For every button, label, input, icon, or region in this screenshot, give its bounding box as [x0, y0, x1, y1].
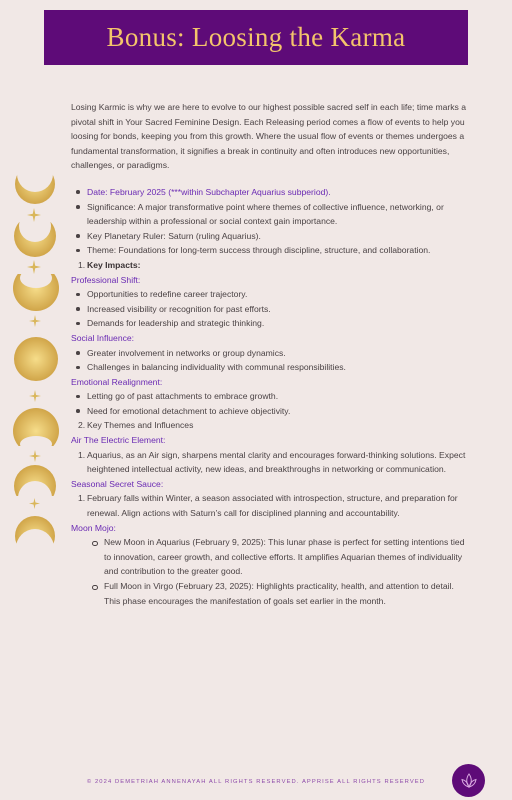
list-item: Need for emotional detachment to achieve objectivity.: [71, 404, 470, 419]
section-heading: Professional Shift:: [71, 274, 141, 285]
thin-crescent-moon-icon: [12, 514, 58, 544]
seasonal-text: February falls within Winter, a season associated with introspection, structure, and preparation for renewal. Align actions with Saturn’s call for disciplined planning and accountability.: [87, 493, 458, 519]
section-heading: Social Influence:: [71, 332, 135, 343]
key-themes-label: Key Themes and Influences: [87, 420, 194, 431]
moon-list: [71, 535, 470, 608]
list-item: Challenges in balancing individuality with communal responsibilities.: [71, 360, 470, 375]
full-moon-icon: [13, 336, 59, 382]
sparkle-icon: [27, 208, 41, 222]
item-number: 2.: [78, 420, 86, 431]
list-item: New Moon in Aquarius (February 9, 2025): This lunar phase is perfect for setting intentions tied to innovation, career growth, and collective efforts. It amplifies Aquarian themes of individuality and contribution to the greater good.: [71, 535, 470, 579]
crescent-moon-icon: [12, 464, 58, 496]
crescent-moon-icon: [12, 222, 58, 258]
section-heading: Moon Mojo:: [71, 522, 116, 533]
title-banner: [44, 10, 468, 65]
air-text: Aquarius, as an Air sign, sharpens mental clarity and encourages forward-thinking solutions. Expect heightened intellectual activity, new ideas, and breakthroughs in networking or communication.: [87, 449, 466, 475]
sparkle-icon: [29, 315, 41, 327]
section-heading: Emotional Realignment:: [71, 376, 163, 387]
waning-gibbous-moon-icon: [12, 408, 60, 446]
lotus-logo-icon: [452, 764, 485, 797]
key-impacts-label: Key Impacts:: [87, 259, 141, 270]
list-item: Full Moon in Virgo (February 23, 2025): Highlights practicality, health, and attention to detail. This phase encourages the manifestation of goals set earlier in the month.: [71, 579, 470, 608]
main-content: [71, 100, 470, 608]
list-item: Significance: A major transformative point where themes of collective influence, networking, or leadership within a professional or social context gain importance.: [71, 200, 470, 229]
gibbous-moon-icon: [12, 274, 60, 312]
numbered-item: [71, 258, 470, 273]
emotional-list: [71, 389, 470, 418]
list-item: Demands for leadership and strategic thinking.: [71, 316, 470, 331]
list-item: Increased visibility or recognition for past efforts.: [71, 302, 470, 317]
professional-list: [71, 287, 470, 331]
social-list: [71, 346, 470, 375]
sparkle-icon: [29, 390, 41, 402]
section-heading: Seasonal Secret Sauce:: [71, 478, 164, 489]
sparkle-icon: [27, 260, 41, 274]
page-title: Bonus: Loosing the Karma: [106, 22, 406, 52]
sparkle-icon: [29, 498, 40, 509]
copyright-footer: © 2024 DEMETRIAH ANNENAYAH ALL RIGHTS RESERVED. APPRISE ALL RIGHTS RESERVED: [86, 779, 426, 785]
list-item: Opportunities to redefine career trajectory.: [71, 287, 470, 302]
list-item: Letting go of past attachments to embrace growth.: [71, 389, 470, 404]
item-number: 1.: [78, 449, 86, 460]
item-number: 1.: [78, 493, 86, 504]
list-item: Theme: Foundations for long-term success through discipline, structure, and collaboration.: [71, 243, 470, 258]
sparkle-icon: [29, 450, 41, 462]
numbered-item: [71, 418, 470, 433]
section-heading: Air The Electric Element:: [71, 435, 166, 446]
summary-list: [71, 185, 470, 258]
list-item: Key Planetary Ruler: Saturn (ruling Aquarius).: [71, 229, 470, 244]
waning-crescent-moon-icon: [12, 172, 58, 206]
intro-paragraph: Losing Karmic is why we are here to evolve to our highest possible sacred self in each life; time marks a pivotal shift in Your Sacred Feminine Design. Each Releasing period comes a flow of events to help you loosing for bonds, keeping you from this growth. Where the usual flow of events or themes undergoes a fundamental transformation, it signifies a break in continuity and often introduces new opportunities, challenges, or paradigms.: [71, 102, 467, 171]
item-number: 1.: [78, 259, 86, 270]
list-item: Date: February 2025 (***within Subchapter Aquarius subperiod).: [71, 185, 470, 200]
numbered-item: [71, 448, 470, 477]
numbered-item: [71, 491, 470, 520]
list-item: Greater involvement in networks or group dynamics.: [71, 346, 470, 361]
moon-phases-decoration: [12, 172, 62, 552]
